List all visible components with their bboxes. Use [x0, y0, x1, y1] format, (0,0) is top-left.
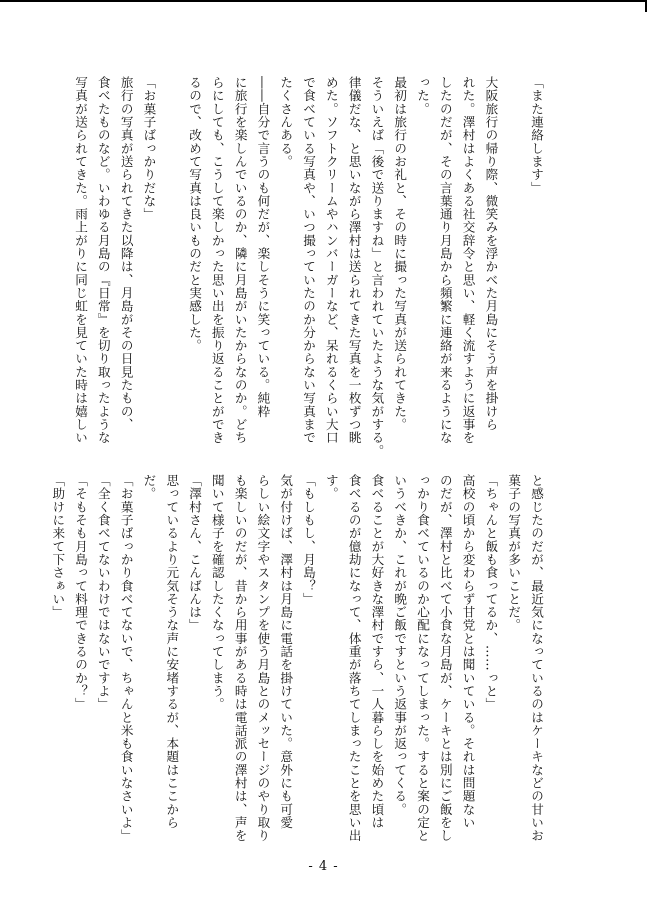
text-line: [159, 76, 182, 442]
text-line: 「そもそも月島って料理できるのか？」: [73, 474, 89, 711]
text-line: めた。ソフトクリームやハンバーガーなど、呆れるくらい大口: [323, 76, 339, 445]
text-line: で食べている写真や、いつ撮っていたのか分からない写真まで: [301, 76, 317, 445]
text-line: 思っているより元気そうな声に安堵するが、本題はここから: [164, 474, 180, 830]
crop-mark-top: [0, 0, 647, 2]
text-line: いうべきか、これが晩ご飯ですという返事が返ってくる。: [392, 474, 408, 816]
text-line: 聞いて様子を確認したくなってしまう。: [209, 474, 225, 711]
text-line: 旅行の写真が送られてきた以降は、月島がその日見たもの、: [118, 76, 134, 432]
text-line: 「お菓子ばっかり食べてないで、ちゃんと米も食いなさいよ」: [118, 474, 134, 843]
text-line: そういえば「後で送りますね」と言われていたような気がする。: [369, 76, 385, 458]
text-line: 食べたものなど。いわゆる月島の『日常』を切り取ったような: [95, 76, 111, 445]
text-line: 高校の頃から変わらず甘党とは聞いている。それは問題ない: [460, 474, 476, 830]
text-line: 大阪旅行の帰り際、微笑みを浮かべた月島にそう声を掛けら: [483, 76, 499, 432]
text-line: も楽しいのだが、昔から用事がある時は電話派の澤村は、声を: [232, 474, 248, 843]
text-line: 食べるのが億劫になって、体重が落ちてしまったことを思い出: [346, 474, 362, 843]
text-line: 「助けに来て下さぁい」: [50, 474, 66, 619]
text-line: と感じたのだが、最近気になっているのはケーキなどの甘いお: [529, 474, 544, 843]
text-line: 気が付けば、澤村は月島に電話を掛けていた。意外にも可愛: [278, 474, 294, 830]
page-number: - 4 -: [308, 859, 339, 874]
text-line: のだが、澤村と比べて小食な月島が、ケーキとは別にご飯をし: [437, 474, 453, 843]
text-line: った。: [415, 76, 431, 116]
text-line: たくさんある。: [278, 76, 294, 169]
text-line: らにしても、こうして楽しかった思い出を振り返ることができ: [209, 76, 225, 445]
text-line: 最初は旅行のお礼と、その時に撮った写真が送られてきた。: [392, 76, 408, 432]
text-line: 食べることが大好きな澤村ですら、一人暮らしを始めた頃は: [369, 474, 385, 830]
text-line: したのだが、その言葉通り月島から頻繁に連絡が来るようにな: [437, 76, 453, 445]
text-line: 「お菓子ばっかりだな」: [141, 76, 157, 221]
text-line: っかり食べているのか心配になってしまった。すると案の定と: [415, 474, 431, 843]
text-line: す。: [323, 474, 339, 501]
vertical-text-block-top: [73, 76, 547, 458]
text-line: 「ちゃんと飯も食ってるか、……っと」: [483, 474, 499, 711]
text-line: れた。澤村はよくある社交辞令と思い、軽く流すように返事を: [460, 76, 476, 445]
text-line: 写真が送られてきた。雨上がりに同じ虹を見ていた時は嬉しい: [73, 76, 89, 445]
text-line: らしい絵文字やスタンプを使う月島とのメッセージのやり取り: [255, 474, 271, 843]
text-line: 「全く食べてないわけではないですよ」: [95, 474, 111, 711]
text-line: ――自分で言うのも何だが、楽しそうに笑っている。純粋: [255, 76, 271, 418]
text-line: だ。: [141, 474, 157, 501]
text-line: 「澤村さん、こんばんは」: [187, 474, 203, 632]
vertical-text-block-bottom: [50, 474, 547, 848]
text-line: 「もしもし、月島？」: [301, 474, 317, 606]
text-line: るので、改めて写真は良いものだと実感した。: [187, 76, 203, 353]
text-line: [501, 76, 524, 442]
text-line: 「また連絡します」: [529, 76, 544, 195]
text-line: に旅行を楽しんでいるのか、隣に月島がいたからなのか。どち: [232, 76, 248, 445]
text-line: 菓子の写真が多いことだ。: [506, 474, 522, 632]
text-line: 律儀だな、と思いながら澤村は送られてきた写真を一枚ずつ眺: [346, 76, 362, 445]
